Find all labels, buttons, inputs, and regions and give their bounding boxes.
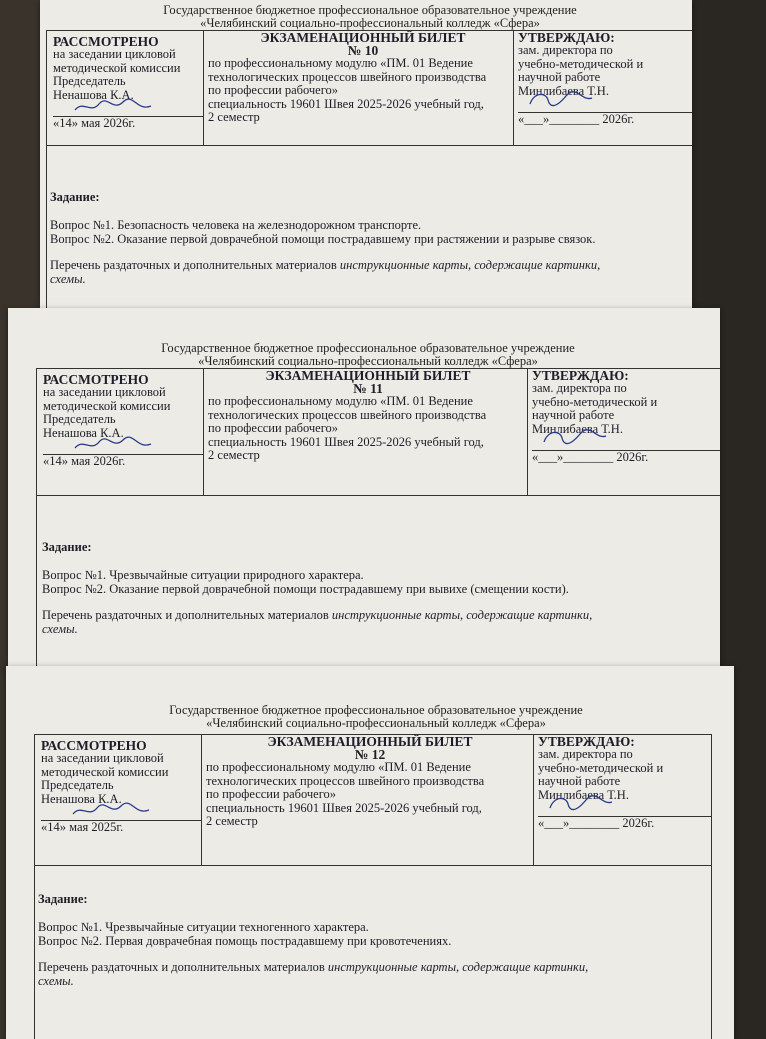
module-line-3: по профессии рабочего»: [206, 787, 337, 801]
exam-ticket-sheet-12: [6, 666, 734, 1039]
reviewed-title: РАССМОТРЕНО: [53, 34, 159, 49]
reviewed-line-1: на заседании цикловой: [43, 385, 166, 399]
approval-line-3: научной работе: [538, 774, 621, 788]
reviewed-block: [43, 373, 203, 495]
question-1: Вопрос №1. Чрезвычайные ситуации техногенного характера.: [38, 920, 369, 934]
specialty-line: специальность 19601 Швея 2025-2026 учебный год,: [208, 434, 484, 449]
reviewer-signature-line: [53, 102, 203, 117]
reviewed-block: [41, 739, 201, 865]
reviewed-line-2: методической комиссии: [43, 398, 171, 413]
institution-line-2: «Челябинский социально-профессиональный колледж «Сфера»: [198, 354, 538, 368]
institution-line-2: «Челябинский социально-профессиональный колледж «Сфера»: [206, 716, 546, 730]
approver-signature-line: [538, 802, 712, 817]
reviewed-line-3: Председатель: [53, 74, 126, 88]
approval-title: УТВЕРЖДАЮ:: [532, 368, 629, 383]
semester-line: 2 семестр: [208, 448, 260, 462]
reviewed-line-1: на заседании цикловой: [41, 751, 164, 765]
module-line-1: по профессиональному модулю «ПМ. 01 Ведение: [208, 56, 473, 70]
approval-title: УТВЕРЖДАЮ:: [518, 30, 615, 45]
specialty-line: специальность 19601 Швея 2025-2026 учебный год,: [206, 800, 482, 815]
reviewer-signature-icon: [71, 802, 151, 820]
institution-line-2: «Челябинский социально-профессиональный колледж «Сфера»: [200, 16, 540, 30]
materials-prefix: Перечень раздаточных и дополнительных материалов: [38, 960, 325, 974]
task-label: Задание:: [42, 540, 92, 554]
institution-header: [70, 4, 670, 30]
question-1: Вопрос №1. Чрезвычайные ситуации природного характера.: [42, 568, 364, 582]
approver-signature-icon: [526, 90, 596, 110]
approval-title: УТВЕРЖДАЮ:: [538, 734, 635, 749]
semester-line: 2 семестр: [206, 814, 258, 828]
module-line-2: технологических процессов швейного производства: [208, 407, 487, 422]
module-line-3: по профессии рабочего»: [208, 83, 339, 97]
materials-italic-2: схемы.: [38, 974, 74, 988]
module-line-1: по профессиональному модулю «ПМ. 01 Ведение: [208, 394, 473, 408]
reviewed-title: РАССМОТРЕНО: [43, 372, 149, 387]
materials-italic-2: схемы.: [50, 272, 86, 286]
institution-header: [76, 704, 676, 730]
materials-italic: инструкционные карты, содержащие картинки,: [339, 258, 601, 272]
approval-line-4: Минлибаева Т.Н.: [538, 787, 629, 802]
approver-signature-line: [532, 436, 720, 451]
question-1: Вопрос №1. Безопасность человека на железнодорожном транспорте.: [50, 218, 422, 232]
reviewed-date: «14» мая 2026г.: [53, 116, 136, 130]
module-line-2: технологических процессов швейного производства: [208, 69, 487, 84]
reviewed-line-4: Ненашова К.А.: [53, 87, 134, 102]
reviewer-signature-icon: [73, 98, 153, 116]
reviewed-line-4: Ненашова К.А.: [43, 425, 124, 440]
institution-header: [68, 342, 668, 368]
approval-line-1: зам. директора по: [532, 381, 627, 395]
ticket-info-block: [203, 31, 518, 145]
ticket-number: № 11: [353, 381, 383, 396]
task-section: [50, 190, 680, 286]
ticket-number: № 12: [354, 747, 386, 762]
approval-block: [527, 369, 720, 495]
materials-prefix: Перечень раздаточных и дополнительных материалов: [42, 608, 329, 622]
approval-line-4: Минлибаева Т.Н.: [532, 421, 623, 436]
task-section: [38, 892, 710, 988]
reviewed-line-3: Председатель: [43, 412, 116, 426]
approval-line-1: зам. директора по: [518, 43, 613, 57]
materials-line: [38, 960, 710, 988]
task-label: Задание:: [38, 892, 88, 906]
module-line-3: по профессии рабочего»: [208, 421, 339, 435]
module-line-1: по профессиональному модулю «ПМ. 01 Ведение: [206, 760, 471, 774]
ticket-header-grid: [46, 30, 692, 146]
reviewer-signature-icon: [73, 436, 153, 454]
ticket-title: ЭКЗАМЕНАЦИОННЫЙ БИЛЕТ: [267, 734, 473, 749]
reviewed-title: РАССМОТРЕНО: [41, 738, 147, 753]
approval-block: [533, 735, 712, 865]
reviewed-line-1: на заседании цикловой: [53, 47, 176, 61]
approver-signature-line: [518, 98, 692, 113]
ticket-header-grid: [36, 368, 720, 496]
reviewed-date: «14» мая 2026г.: [43, 454, 126, 468]
approval-line-2: учебно-методической и: [538, 760, 664, 775]
approval-date: «___»________ 2026г.: [518, 112, 635, 126]
reviewed-line-3: Председатель: [41, 778, 114, 792]
exam-ticket-sheet-11: [8, 308, 720, 673]
reviewer-signature-line: [41, 806, 201, 821]
ticket-header-grid: [34, 734, 712, 866]
question-2: Вопрос №2. Первая доврачебная помощь пострадавшему при кровотечениях.: [38, 934, 452, 948]
task-label: Задание:: [50, 190, 100, 204]
institution-line-1: Государственное бюджетное профессиональное образовательное учреждение: [163, 3, 577, 17]
approval-line-3: научной работе: [532, 408, 615, 422]
module-line-2: технологических процессов швейного производства: [206, 773, 485, 788]
approval-date: «___»________ 2026г.: [532, 450, 649, 464]
exam-ticket-sheet-10: [40, 0, 692, 320]
materials-line: [42, 608, 714, 636]
institution-line-1: Государственное бюджетное профессиональное образовательное учреждение: [169, 703, 583, 717]
ticket-number: № 10: [347, 43, 379, 58]
ticket-info-block: [201, 735, 534, 865]
question-2: Вопрос №2. Оказание первой доврачебной помощи пострадавшему при вывихе (смещении кости).: [42, 582, 569, 596]
materials-italic-2: схемы.: [42, 622, 78, 636]
approval-block: [513, 31, 692, 145]
reviewer-signature-line: [43, 440, 203, 455]
approval-line-2: учебно-методической и: [532, 394, 658, 409]
ticket-info-block: [203, 369, 528, 495]
reviewed-line-2: методической комиссии: [41, 764, 169, 779]
reviewed-line-2: методической комиссии: [53, 60, 181, 75]
reviewed-line-4: Ненашова К.А.: [41, 791, 122, 806]
approval-line-1: зам. директора по: [538, 747, 633, 761]
approval-line-3: научной работе: [518, 70, 601, 84]
materials-italic: инструкционные карты, содержащие картинки,: [327, 960, 589, 974]
materials-prefix: Перечень раздаточных и дополнительных материалов: [50, 258, 337, 272]
approval-line-2: учебно-методической и: [518, 56, 644, 71]
approval-line-4: Минлибаева Т.Н.: [518, 83, 609, 98]
ticket-title: ЭКЗАМЕНАЦИОННЫЙ БИЛЕТ: [260, 30, 466, 45]
question-2: Вопрос №2. Оказание первой доврачебной помощи пострадавшему при растяжении и разрыве связок.: [50, 232, 596, 246]
institution-line-1: Государственное бюджетное профессиональное образовательное учреждение: [161, 341, 575, 355]
materials-line: [50, 258, 680, 286]
reviewed-date: «14» мая 2025г.: [41, 820, 124, 834]
materials-italic: инструкционные карты, содержащие картинки,: [331, 608, 593, 622]
reviewed-block: [53, 35, 203, 145]
task-section: [42, 540, 714, 636]
approver-signature-icon: [540, 428, 610, 448]
specialty-line: специальность 19601 Швея 2025-2026 учебный год,: [208, 96, 484, 111]
semester-line: 2 семестр: [208, 110, 260, 124]
ticket-title: ЭКЗАМЕНАЦИОННЫЙ БИЛЕТ: [265, 368, 471, 383]
approval-date: «___»________ 2026г.: [538, 816, 655, 830]
approver-signature-icon: [546, 794, 616, 814]
